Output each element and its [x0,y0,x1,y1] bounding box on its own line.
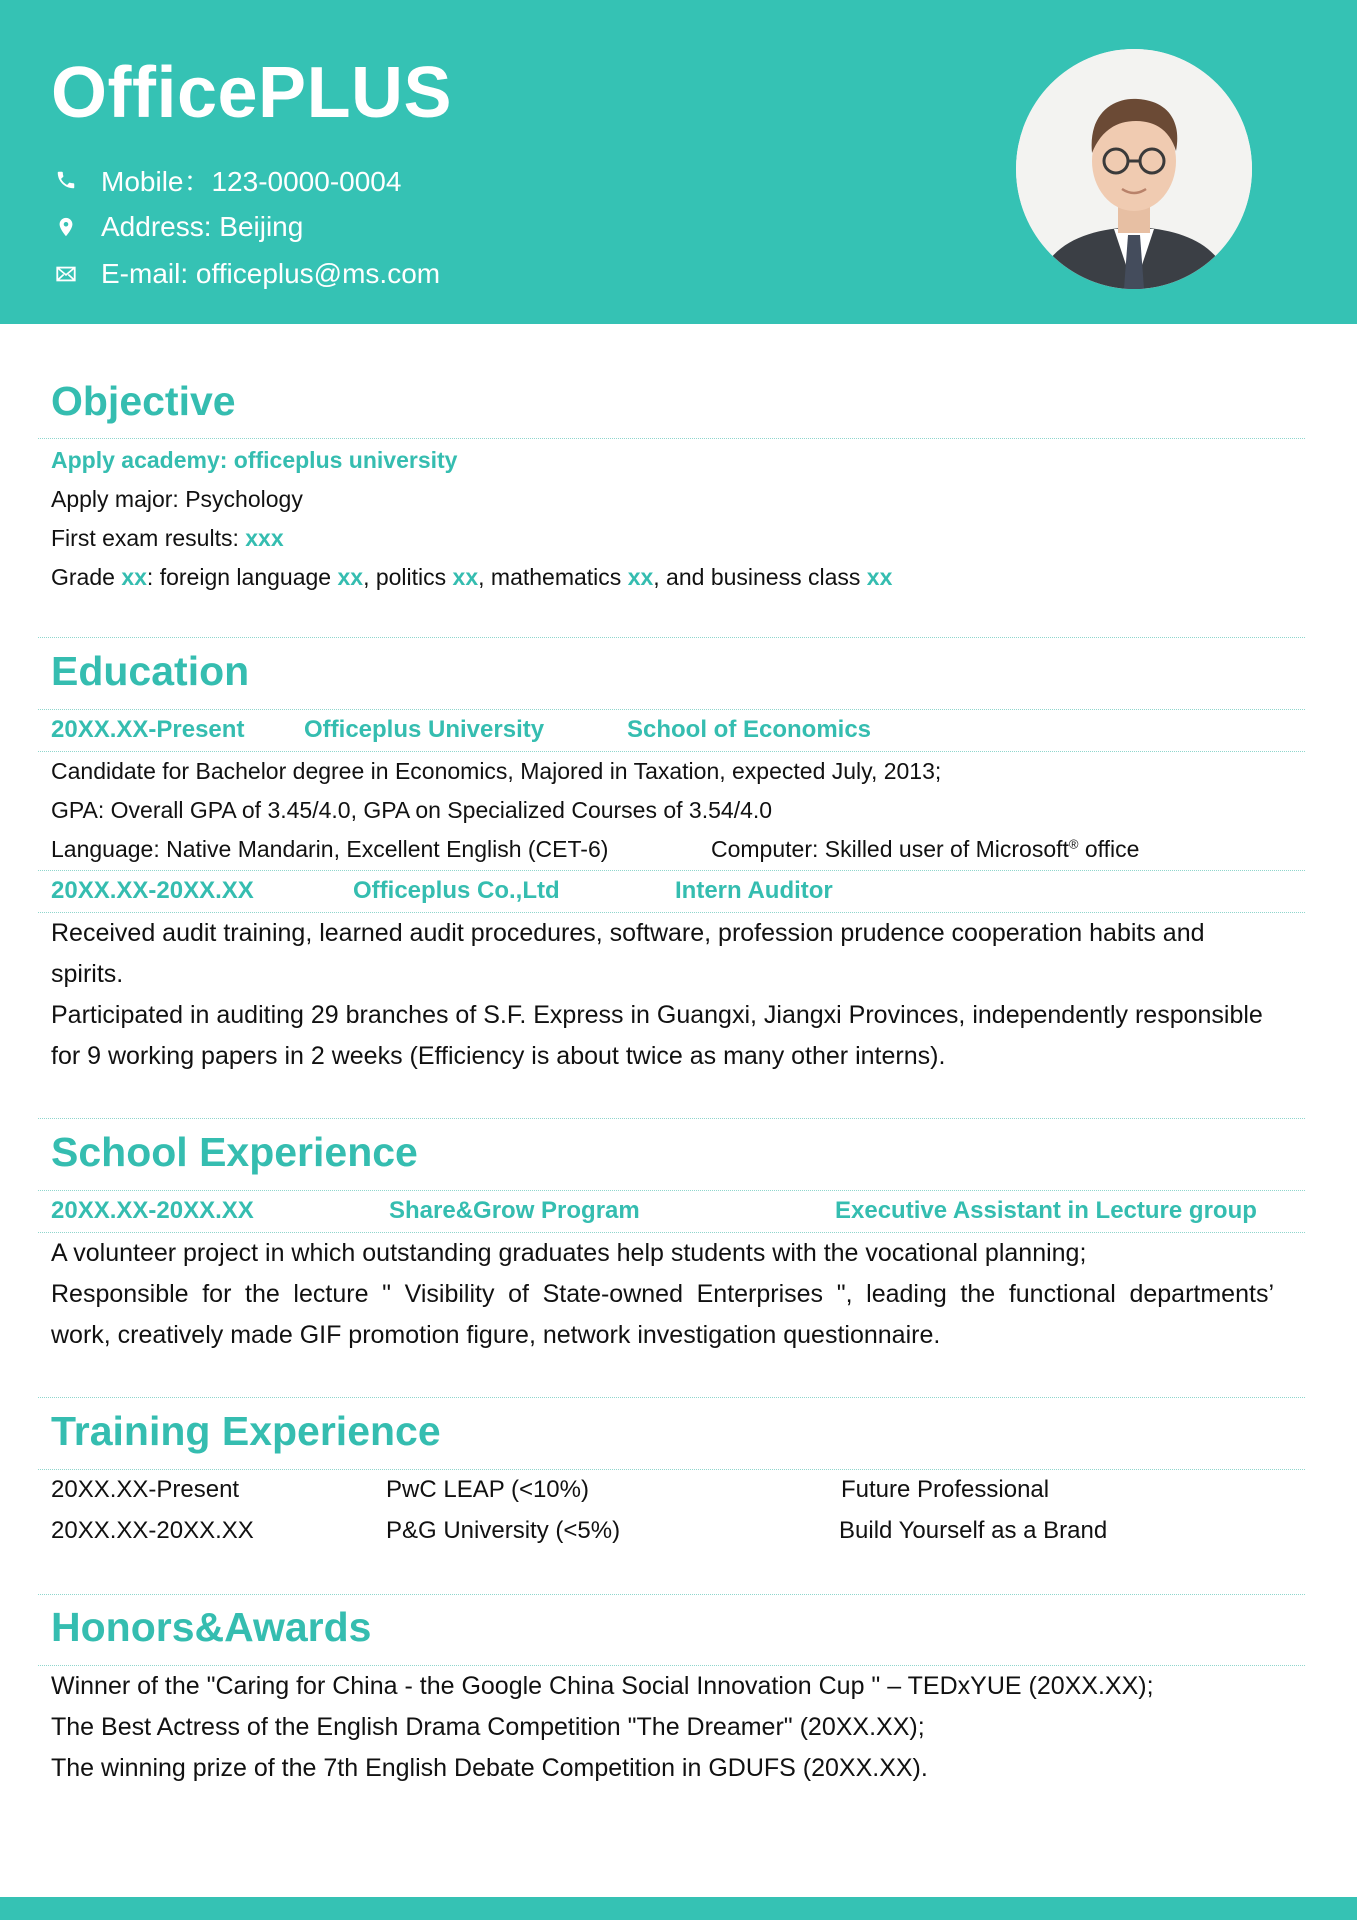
candidate-name: OfficePLUS [51,53,453,133]
grade-text: , politics [363,564,453,590]
divider [38,438,1305,439]
entry-org: Officeplus University [304,716,545,743]
training-row [51,1517,1305,1551]
school-detail: Responsible for the lecture " Visibility of State-owned Enterprises ", leading the functional departments’ [51,1280,1274,1308]
honor-item: The Best Actress of the English Drama Competition "The Dreamer" (20XX.XX); [51,1713,925,1741]
email-text: E-mail: officeplus@ms.com [101,258,441,289]
divider [38,1118,1305,1119]
school-detail: work, creatively made GIF promotion figure, network investigation questionnaire. [51,1321,941,1349]
training-experience-heading: Training Experience [51,1408,441,1454]
grade-value: xx [337,564,364,590]
registered-mark: ® [1068,836,1079,852]
computer-text: office [1078,836,1140,862]
education-computer [711,836,1139,863]
divider [38,1232,1305,1233]
honor-item: Winner of the "Caring for China - the Google China Social Innovation Cup " – TEDxYUE (20XX.XX); [51,1672,1154,1700]
education-detail: GPA: Overall GPA of 3.45/4.0, GPA on Specialized Courses of 3.54/4.0 [51,797,773,823]
grade-value: xx [452,564,479,590]
computer-text: Computer: Skilled user of Microsoft [711,836,1069,862]
resume-header [0,0,1357,324]
grade-value: xx [627,564,654,590]
objective-heading: Objective [51,378,236,424]
contact-mobile [51,160,571,200]
education-language: Language: Native Mandarin, Excellent English (CET-6) [51,836,609,862]
training-date: 20XX.XX-Present [51,1476,240,1503]
footer-bar [0,1897,1357,1920]
grade-text: , mathematics [478,564,628,590]
school-experience-heading: School Experience [51,1129,418,1175]
mail-icon [51,259,81,289]
experience-detail: Received audit training, learned audit procedures, software, profession prudence cooperation habits and [51,919,1205,947]
divider [38,870,1305,871]
exam-value: xxx [245,525,284,551]
divider [38,1469,1305,1470]
experience-detail: spirits. [51,960,124,988]
education-entry2-header [51,877,1305,911]
mobile-text: Mobile：123-0000-0004 [101,166,402,197]
divider [38,1397,1305,1398]
grade-value: xx [866,564,893,590]
experience-detail: Participated in auditing 29 branches of S.F. Express in Guangxi, Jiangxi Provinces, independently responsible [51,1001,1263,1029]
entry-date: 20XX.XX-20XX.XX [51,877,254,904]
exam-label: First exam results: [51,525,246,551]
school-entry-header [51,1197,1305,1231]
phone-icon [51,165,81,195]
location-pin-icon [51,212,81,242]
honor-item: The winning prize of the 7th English Debate Competition in GDUFS (20XX.XX). [51,1754,928,1782]
training-date: 20XX.XX-20XX.XX [51,1517,254,1544]
divider [38,637,1305,638]
education-heading: Education [51,648,250,694]
divider [38,751,1305,752]
training-program: P&G University (<5%) [386,1517,621,1544]
grade-value: xx [121,564,147,590]
training-program: PwC LEAP (<10%) [386,1476,589,1503]
divider [38,709,1305,710]
education-entry1-header [51,716,1305,750]
entry-date: 20XX.XX-Present [51,716,245,743]
divider [38,1190,1305,1191]
objective-exam [51,525,284,552]
grade-text: Grade [51,564,122,590]
contact-email [51,254,571,294]
training-result: Future Professional [841,1476,1050,1503]
entry-role: Executive Assistant in Lecture group [835,1197,1257,1224]
objective-academy: Apply academy: officeplus university [51,447,458,473]
school-detail: A volunteer project in which outstanding graduates help students with the vocational planning; [51,1239,1087,1267]
experience-detail: for 9 working papers in 2 weeks (Efficiency is about twice as many other interns). [51,1042,946,1070]
contact-address [51,207,571,247]
divider [38,912,1305,913]
entry-role: Intern Auditor [675,877,833,904]
grade-text: , and business class [653,564,867,590]
entry-dept: School of Economics [627,716,872,743]
divider [38,1594,1305,1595]
education-detail: Candidate for Bachelor degree in Economics, Majored in Taxation, expected July, 2013; [51,758,942,784]
divider [38,1665,1305,1666]
objective-major: Apply major: Psychology [51,486,303,512]
address-text: Address: Beijing [101,211,304,242]
honors-awards-heading: Honors&Awards [51,1604,372,1650]
profile-photo [1016,49,1252,289]
training-row [51,1476,1305,1510]
entry-org: Officeplus Co.,Ltd [353,877,560,904]
grade-text: : foreign language [146,564,338,590]
training-result: Build Yourself as a Brand [839,1517,1108,1544]
entry-program: Share&Grow Program [389,1197,640,1224]
objective-grade [51,564,892,591]
entry-date: 20XX.XX-20XX.XX [51,1197,254,1224]
